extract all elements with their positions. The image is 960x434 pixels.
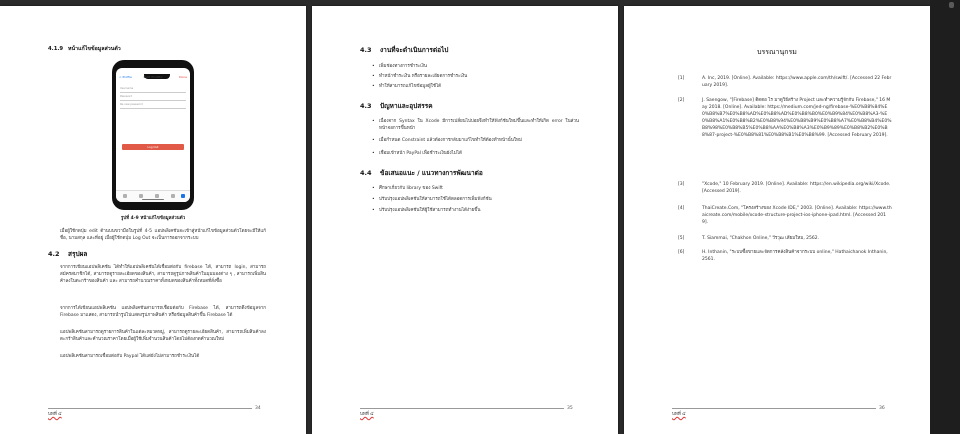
footer-rule <box>672 408 876 409</box>
tab-cart-icon <box>155 194 159 198</box>
ref-text: H. Inthanin, "ระบบซื้อขายและจัดการคลังสินค้าจากระบบ online," Hathaichanok Inthanin, 2561. <box>702 250 888 262</box>
section-number: 4.4 <box>360 169 372 177</box>
ref-text: A. Inc, 2019. [Online]. Available: https://www.apple.com/th/swift/. [Accessed 22 February 2019]. <box>702 76 892 88</box>
ref-number: [5] <box>678 236 685 241</box>
subsection-heading: หน้าแก้ไขข้อมูลส่วนตัว <box>68 46 121 52</box>
section-title: งานที่จะดำเนินการต่อไป <box>380 46 449 54</box>
phone-screen <box>116 68 190 202</box>
footer-chapter-mark: บทที่ ๔ <box>672 412 686 417</box>
list-item: • ทำหน้าชำระเงิน หรือรายละเอียดการชำระเงิน <box>372 74 579 81</box>
document-page-35 <box>312 6 618 434</box>
tab-home-icon <box>123 194 127 198</box>
screen-title: Edit Profile <box>143 75 163 79</box>
footer-rule <box>360 408 564 409</box>
page-number: 34 <box>255 406 261 411</box>
summary-paragraph: แอปพลิเคชันสามารถเชื่อมต่อกับ Paypal ได้แต่ยังไม่สามารถชำระเงินได้ <box>60 354 200 359</box>
list-item: • ปรับปรุงแอปพลิเคชันให้ผู้ใช้สามารถทำงานได้ง่ายขึ้น <box>372 208 579 215</box>
tab-favorite-icon <box>171 194 175 198</box>
ref-text: ThaiCreate.Com, "โครงสร้างของ Xcode IDE," 2003. [Online]. Available: https://www.thaicreate.com/mobile/xcode-structure-project-ios-iphone-ipad.html. [Accessed 2019]. <box>702 206 892 225</box>
list-item: • เพิ่มช่องทางการชำระเงิน <box>372 64 579 71</box>
summary-paragraph: จากการเขียนแอปพลิเคชัน ได้ทำให้แอปพลิเคชันได้เชื่อมต่อกับ firebase ได้, สามารถ login, สามารถสมัครสมาชิกได้, สามารถดูรายละเอียดของสินค้า, สามารถดูรูปภาพสินค้าในมุมมองต่าง ๆ , สามารถเพิ่มสินค้าลงในตะกร้าของสินค้า และ สามารถคำนวณราคาทั้งหมดของสินค้าทั้งหมดที่สั่งซื้อ <box>60 265 266 284</box>
password-field: Password <box>120 95 186 101</box>
phone-mockup <box>112 60 194 210</box>
section-title: ข้อเสนอแนะ / แนวทางการพัฒนาต่อ <box>380 169 483 177</box>
done-button: Done <box>179 75 187 79</box>
footer-chapter-mark: บทที่ ๔ <box>360 412 374 417</box>
list-item: • ทำให้สามารถแก้ไขข้อมูลผู้ใช้ได้ <box>372 84 579 91</box>
back-button: < Profile <box>119 75 132 79</box>
section-number: 4.2 <box>48 250 60 258</box>
scrollbar-thumb[interactable] <box>949 2 954 8</box>
document-page-36 <box>624 6 930 434</box>
ref-text: T. Siammai, "Chakhon Online," วีรวุฒ เสียมใหม, 2562. <box>702 236 820 241</box>
section-number: 4.3 <box>360 102 372 110</box>
list-item: • ศึกษาเกี่ยวกับ library ของ Swift <box>372 186 579 193</box>
tab-category-icon <box>139 194 143 198</box>
ref-number: [4] <box>678 206 685 211</box>
ref-text: J. Saengow, "[Firebase] ติดตอ ไร มาดูวิธีสร้าง Project และทำความรู้จักกับ Firebase," 16 May 2018. [Online]. Available: https://medium.com/jed-ng/firebase-%E0%B8%84%E0%B8%B7%E0%B8%AD%E0%B8%AD%E0%B8%B0%E0%B9%84%E0%B8%A3-%E0%B8%A1%E0%B8%B2%E0%B8%94%E0%B8%B9%E0%B8%A7%E0%B8%B4%E0%B8%98%E0%B8%B5%E0%B8%AA%E0%B8%A3%E0%B9%89%E0%B8%B2%E0%B8%87-project-%E0%B8%81%E0%B8%B1%E0%B8%99. [Accessed February 2019]. <box>702 98 892 138</box>
renew-password-field: Re-new password <box>120 103 186 109</box>
summary-paragraph: แอปพลิเคชันสามารถดูรายการสินค้าในแต่ละหมวดหมู่, สามารถดูรายละเอียดสินค้า, สามารถเพิ่มสินค้าลงตะกร้าสินค้าและคำนวณราคาโดยเมื่อผู้ใช้เพิ่มจำนวนสินค้าโดยไม่ต้องกดคำนวณใหม่ <box>60 330 266 342</box>
logout-button: Log Out <box>122 144 184 150</box>
list-item: • ปรับปรุงแอปพลิเคชันให้สามารถใช้ได้ตลอดการเพิ่มฟังก์ชัน <box>372 197 579 204</box>
ref-number: [1] <box>678 76 685 81</box>
intro-paragraph: เมื่อผู้ใช้กดปุ่ม edit ด้านบนขวามือในรูปที่ 4-5 แอปพลิเคชันจะเข้าสู่หน้าแก้ไขข้อมูลส่วนตัวโดยจะมีให้แก้ชื่อ, นามสกุล และที่อยู่ เมื่อผู้ใช้กดปุ่ม Log Out จะเป็นการออกจากระบบ <box>60 229 266 241</box>
ref-number: [3] <box>678 182 685 187</box>
subsection-number: 4.1.9 <box>48 46 64 52</box>
page-number: 35 <box>567 406 573 411</box>
tab-bar <box>116 190 190 202</box>
section-number: 4.3 <box>360 46 372 54</box>
ref-number: [2] <box>678 98 685 103</box>
home-indicator <box>142 199 164 200</box>
bibliography-title: บรรณานุกรม <box>757 48 797 56</box>
tab-profile-icon <box>181 194 185 198</box>
section-title: ปัญหาและอุปสรรค <box>380 102 433 110</box>
ref-number: [6] <box>678 250 685 255</box>
page-number: 36 <box>879 406 885 411</box>
username-field: Username <box>120 87 186 93</box>
edit-profile-navbar <box>116 74 190 82</box>
summary-paragraph: จากการได้เขียนแอปพลิเคชัน แอปพลิเคชันสามารถเชื่อมต่อกับ Firebase ได้, สามารถดึงข้อมูลจาก Firebase มาแสดง, สามารถนำรูปไปแสดงรูปภาพสินค้า หรือข้อมูลสินค้าขึ้น Firebase ได้ <box>60 306 266 318</box>
footer-chapter-mark: บทที่ ๔ <box>48 412 62 417</box>
list-item: • เนื่องจาก Syntax ใน Xcode มีการเปลี่ยนไปบ่อยจึงทำให้ฟังก์ชันใหม่ขึ้นและทำให้เกิด error ในส่วนหน้าจอการขึ้นหน้า <box>372 119 579 133</box>
figure-caption: รูปที่ 4-9 หน้าแก้ไขข้อมูลส่วนตัว <box>120 216 186 221</box>
ref-text: "Xcode," 10 February 2019. [Online]. Available: https://en.wikipedia.org/wiki/Xcode. [Accessed 2019]. <box>702 182 891 194</box>
footer-rule <box>48 408 252 409</box>
list-item: • เชื่อมเข้าหน้า PayPal เพื่อชำระเงินยังไม่ได้ <box>372 151 579 158</box>
document-page-34 <box>0 6 306 434</box>
section-title: สรุปผล <box>68 250 88 258</box>
list-item: • เมื่อกำหนด Constraint แล้วต้องการกลับมาแก้ไขทำให้ต้องทำหน้านั้นใหม่ <box>372 138 579 145</box>
vertical-scrollbar[interactable] <box>930 0 960 434</box>
